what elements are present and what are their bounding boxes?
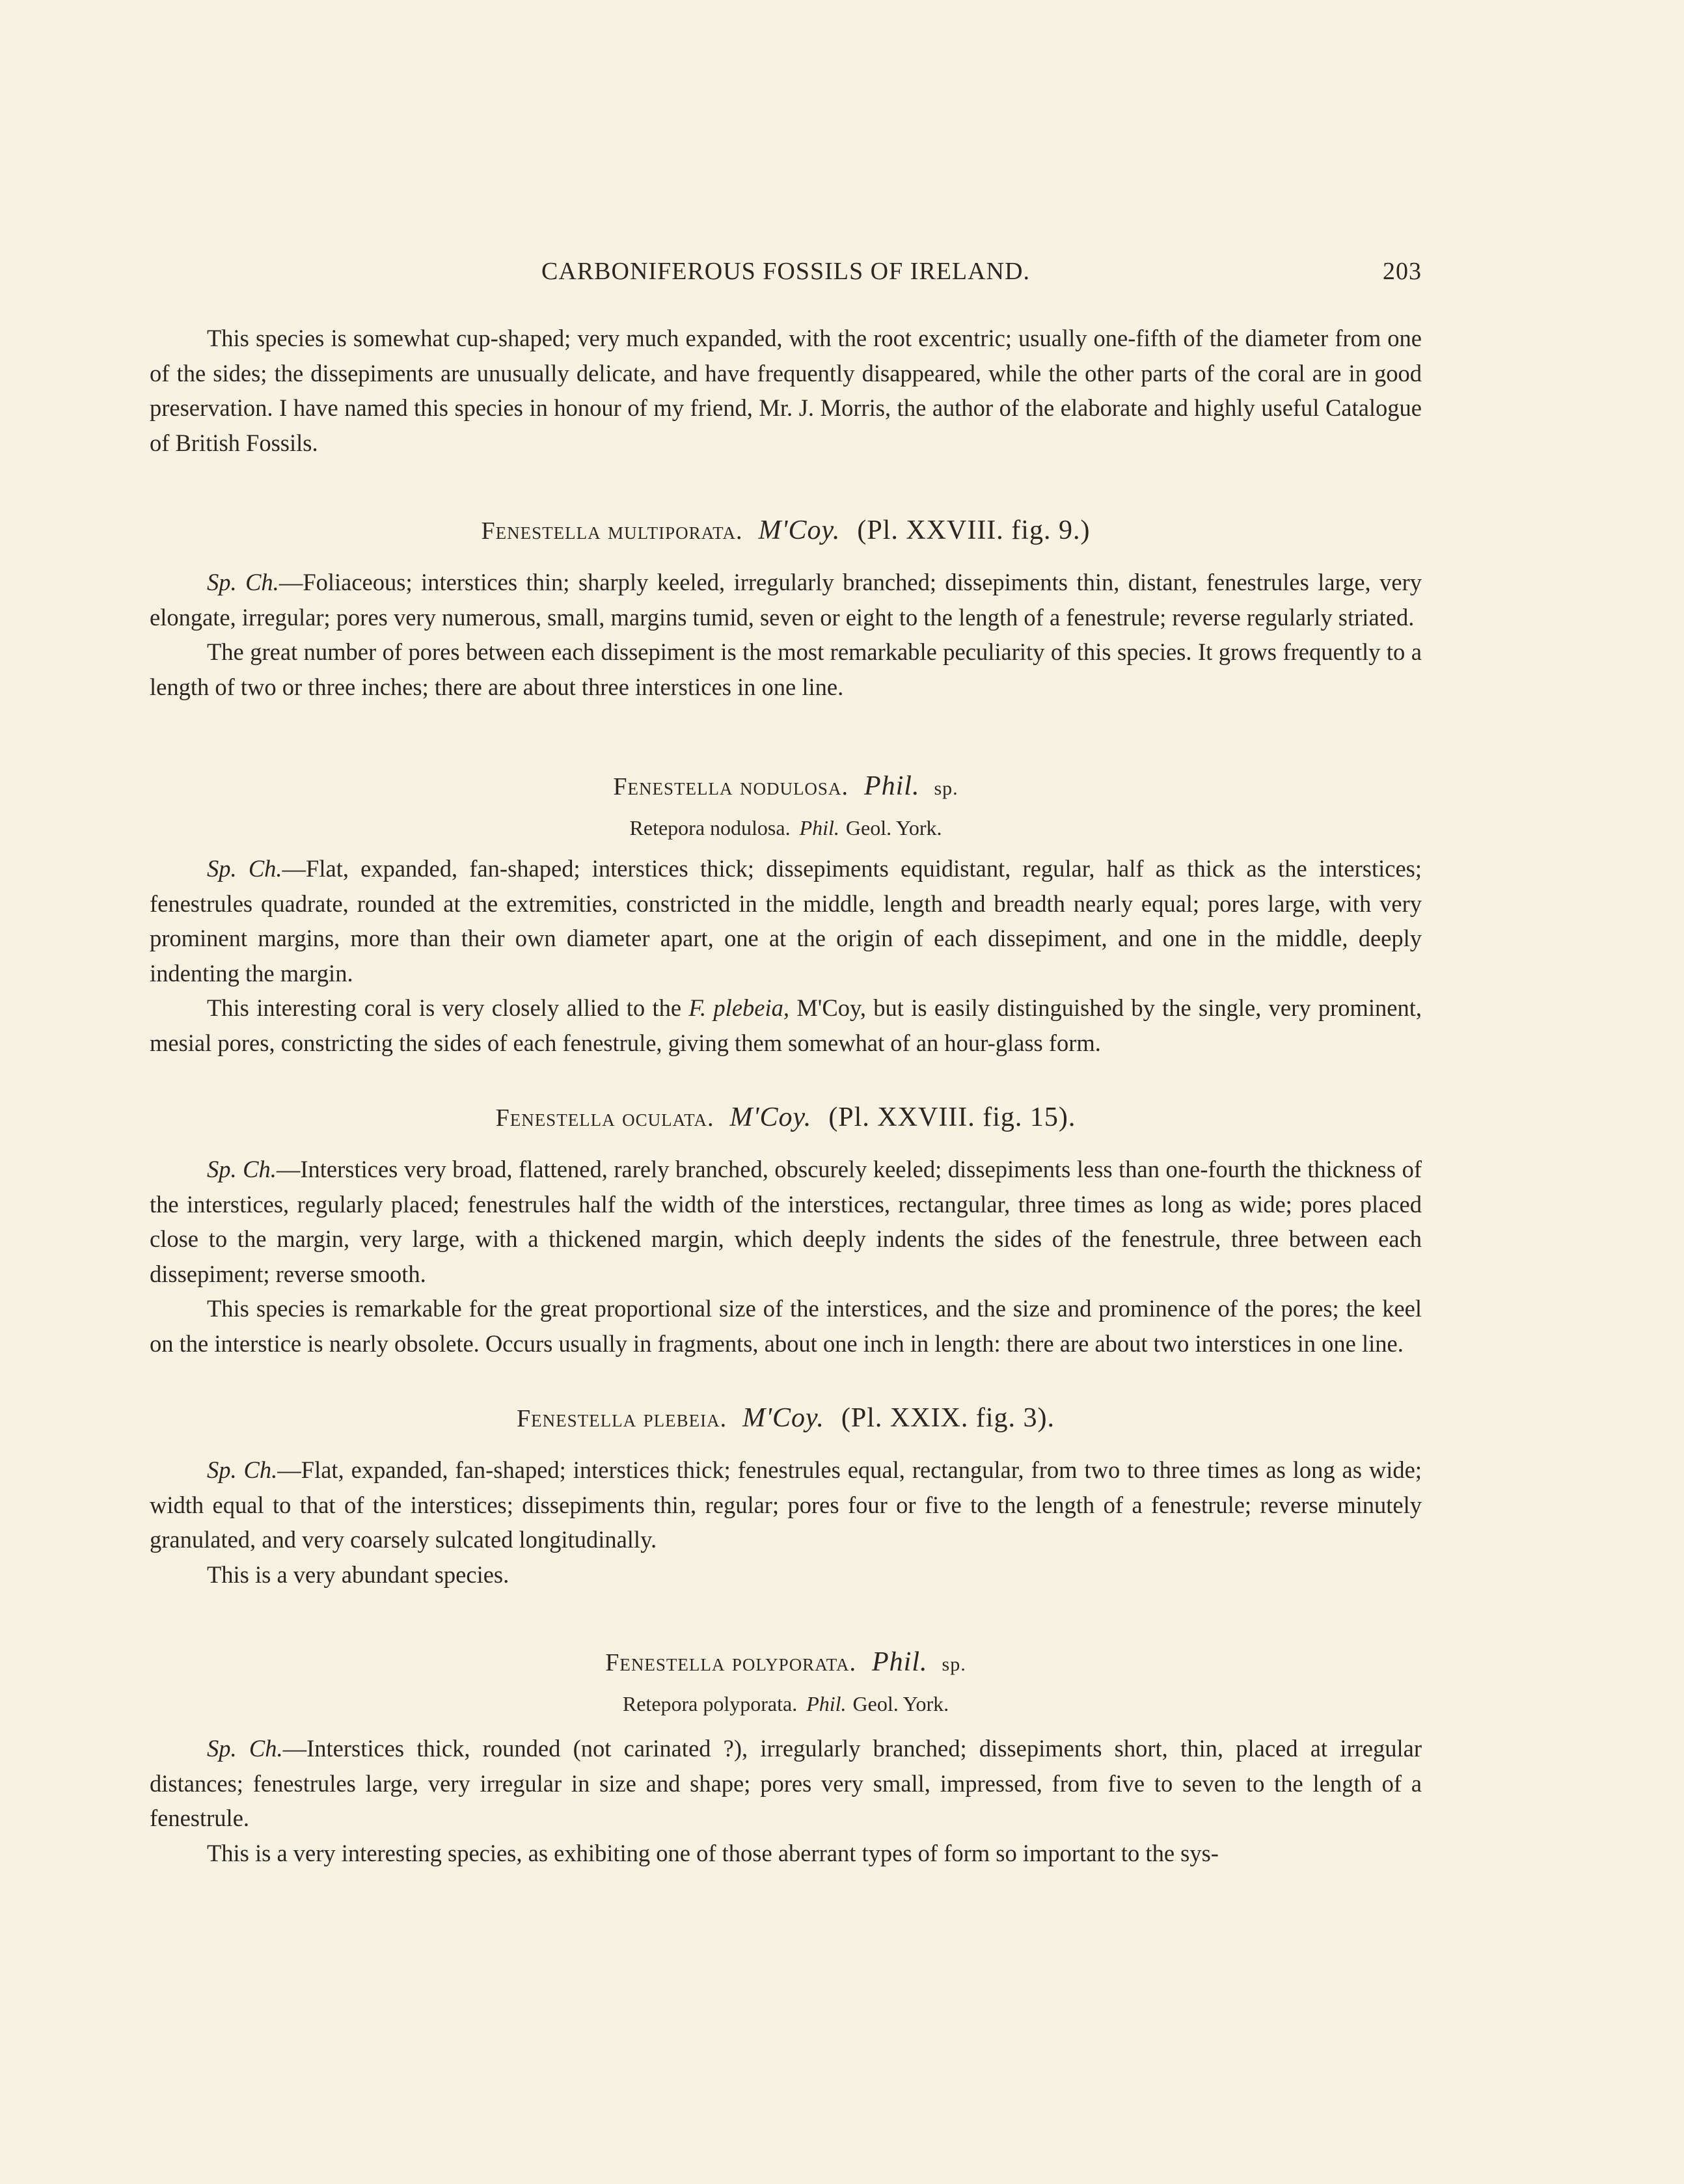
species-heading bbox=[150, 767, 1422, 808]
species-name: Fenestella oculata. bbox=[495, 1104, 714, 1132]
synonym-name: Retepora nodulosa. bbox=[629, 816, 791, 839]
species-section-plebeia bbox=[150, 1399, 1422, 1592]
species-author: Phil. bbox=[863, 771, 920, 801]
characters-lead: Sp. Ch. bbox=[207, 1456, 278, 1483]
species-section-nodulosa bbox=[150, 767, 1422, 1060]
species-section-multiporata bbox=[150, 511, 1422, 704]
intro-paragraph: This species is somewhat cup-shaped; very much expanded, with the root excentric; usually one-fifth of the diameter from one of the sides; the dissepiments are unusually delicate, and have frequently disappeared, while the other parts of the coral are in good preservation. I have named this species in honour of my friend, Mr. J. Morris, the author of the elaborate and highly useful Catalogue of British Fossils. bbox=[150, 325, 1422, 456]
plate-reference: (Pl. XXVIII. fig. 9.) bbox=[857, 515, 1091, 545]
synonym-author: Phil. bbox=[806, 1692, 847, 1715]
synonym-reference: Geol. York. bbox=[852, 1692, 949, 1715]
characters-lead: Sp. Ch. bbox=[207, 855, 282, 882]
synonym-author: Phil. bbox=[799, 816, 839, 839]
remarks-text-after: M'Coy, but is easily distinguished by the single, very prominent, mesial pores, constricting the sides of each fenestrule, giving them somewhat of an hour-glass form. bbox=[150, 994, 1422, 1056]
characters-text: —Flat, expanded, fan-shaped; interstices thick; dissepiments equidistant, regular, half as thick as the interstices; fenestrules quadrate, rounded at the extremities, constricted in the middle, length and breadth nearly equal; pores large, with very prominent margins, more than their own diameter apart, one at the origin of each dissepiment, and one in the middle, deeply indenting the margin. bbox=[150, 855, 1422, 987]
species-characters bbox=[150, 565, 1422, 635]
species-heading bbox=[150, 1098, 1422, 1138]
species-section-polyporata bbox=[150, 1643, 1422, 1870]
species-author: M'Coy. bbox=[742, 1403, 824, 1433]
synonym-reference: Geol. York. bbox=[845, 816, 942, 839]
species-remarks: This is a very interesting species, as exhibiting one of those aberrant types of form so important to the sys- bbox=[207, 1839, 1219, 1866]
species-characters bbox=[150, 851, 1422, 990]
synonym-line bbox=[150, 1688, 1422, 1719]
characters-lead: Sp. Ch. bbox=[207, 1156, 277, 1182]
characters-text: —Interstices thick, rounded (not carinated ?), irregularly branched; dissepiments short, thin, placed at irregular distances; fenestrules large, very irregular in size and shape; pores very small, impressed, from five to seven to the length of a fenestrule. bbox=[150, 1735, 1422, 1831]
species-name: Fenestella polyporata. bbox=[605, 1649, 857, 1676]
species-remarks: The great number of pores between each dissepiment is the most remarkable peculiarity of this species. It grows frequently to a length of two or three inches; there are about three interstices in one line. bbox=[150, 638, 1422, 700]
species-name: Fenestella multiporata. bbox=[481, 517, 743, 545]
remarks-species-ref: F. plebeia, bbox=[688, 994, 789, 1021]
species-characters bbox=[150, 1453, 1422, 1557]
species-sp-abbrev: sp. bbox=[934, 778, 958, 799]
remarks-text-before: This interesting coral is very closely allied to the bbox=[207, 994, 689, 1021]
species-author: M'Coy. bbox=[758, 515, 841, 545]
page bbox=[150, 257, 1422, 1870]
synonym-line bbox=[150, 812, 1422, 843]
species-name: Fenestella nodulosa. bbox=[613, 773, 849, 800]
species-heading bbox=[150, 511, 1422, 551]
species-heading bbox=[150, 1399, 1422, 1438]
characters-lead: Sp. Ch. bbox=[207, 569, 279, 595]
characters-text: —Flat, expanded, fan-shaped; interstices thick; fenestrules equal, rectangular, from two to three times as long as wide; width equal to that of the interstices; dissepiments thin, regular; pores four or five to the length of a fenestrule; reverse minutely granulated, and very coarsely sulcated longitudinally. bbox=[150, 1456, 1422, 1553]
characters-lead: Sp. Ch. bbox=[207, 1735, 283, 1762]
plate-reference: (Pl. XXVIII. fig. 15). bbox=[828, 1102, 1076, 1132]
species-remarks bbox=[150, 990, 1422, 1060]
species-author: M'Coy. bbox=[729, 1102, 812, 1132]
characters-text: —Foliaceous; interstices thin; sharply keeled, irregularly branched; dissepiments thin, distant, fenestrules large, very elongate, irregular; pores very numerous, small, margins tumid, seven or eight to the length of a fenestrule; reverse regularly striated. bbox=[150, 569, 1422, 631]
species-sp-abbrev: sp. bbox=[942, 1654, 966, 1675]
page-number: 203 bbox=[1383, 258, 1422, 285]
plate-reference: (Pl. XXIX. fig. 3). bbox=[841, 1403, 1055, 1433]
species-characters bbox=[150, 1152, 1422, 1291]
synonym-name: Retepora polyporata. bbox=[622, 1692, 798, 1715]
species-name: Fenestella plebeia. bbox=[516, 1405, 727, 1432]
running-title: CARBONIFEROUS FOSSILS OF IRELAND. bbox=[541, 258, 1030, 285]
species-heading bbox=[150, 1643, 1422, 1684]
species-remarks: This is a very abundant species. bbox=[207, 1561, 509, 1588]
species-characters bbox=[150, 1731, 1422, 1836]
species-section-oculata bbox=[150, 1098, 1422, 1361]
characters-text: —Interstices very broad, flattened, rarely branched, obscurely keeled; dissepiments less than one-fourth the thickness of the interstices, regularly placed; fenestrules half the width of the interstices, rectangular, three times as long as wide; pores placed close to the margin, very large, with a thickened margin, which deeply indents the sides of the fenestrule, three between each dissepiment; reverse smooth. bbox=[150, 1156, 1422, 1287]
species-author: Phil. bbox=[872, 1647, 928, 1677]
running-head bbox=[150, 257, 1422, 296]
species-remarks: This species is remarkable for the great proportional size of the interstices, and the size and prominence of the pores; the keel on the interstice is nearly obsolete. Occurs usually in fragments, about one inch in length: there are about two interstices in one line. bbox=[150, 1295, 1422, 1357]
